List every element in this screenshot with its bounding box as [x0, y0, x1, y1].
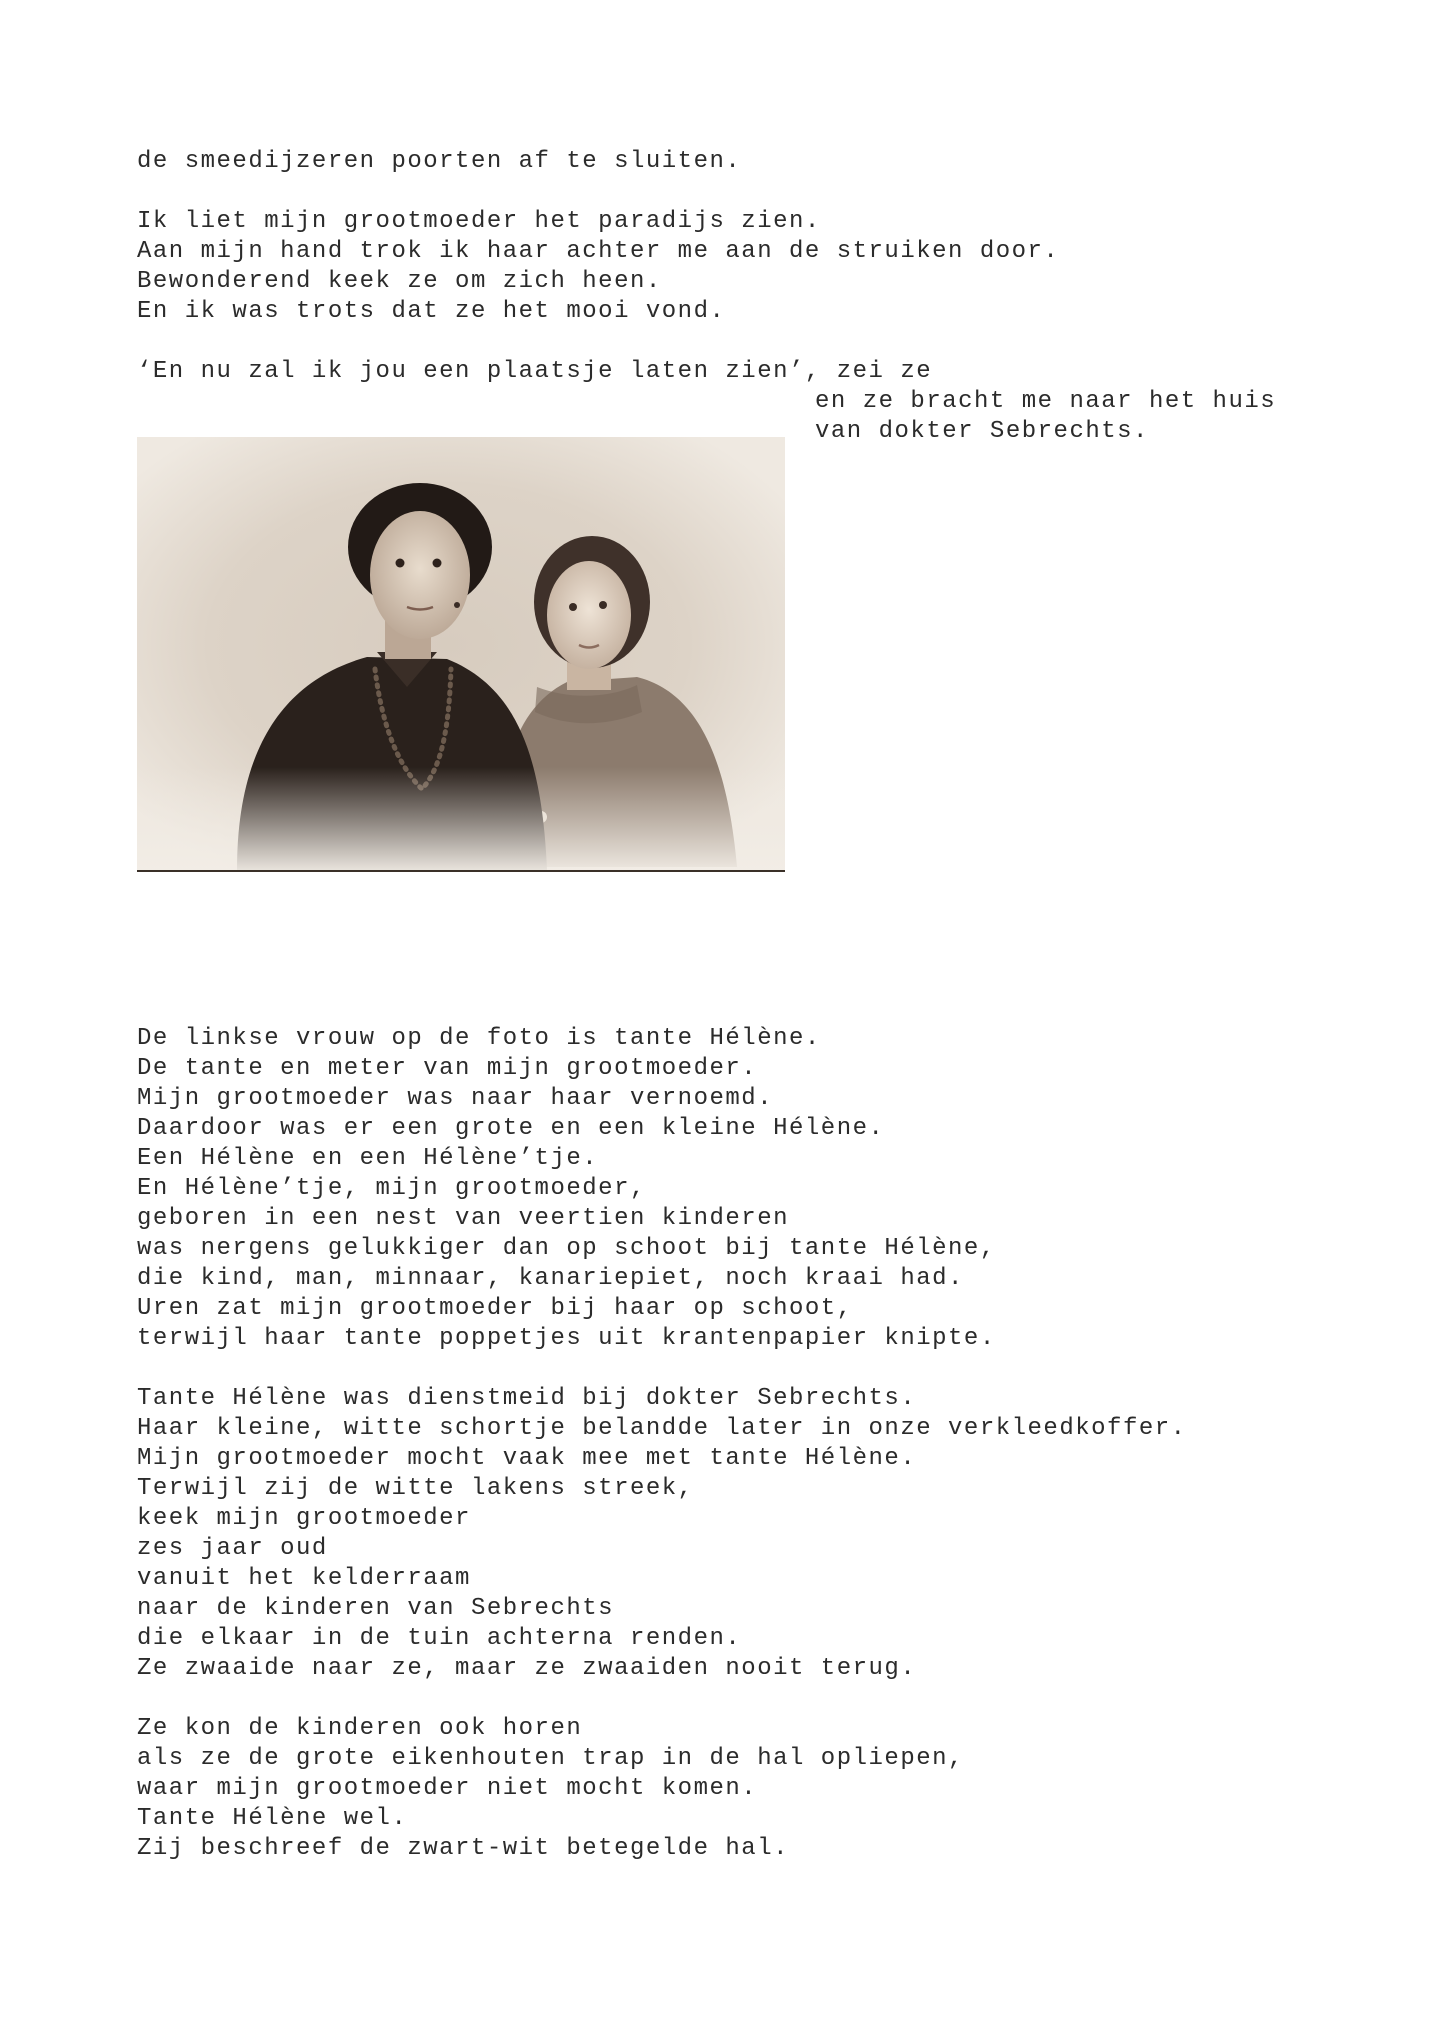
- text-line: vanuit het kelderraam: [137, 1565, 471, 1592]
- text-line: Ze zwaaide naar ze, maar ze zwaaiden nooit terug.: [137, 1655, 917, 1682]
- text-line: zes jaar oud: [137, 1535, 328, 1562]
- text-line: Mijn grootmoeder was naar haar vernoemd.: [137, 1085, 774, 1112]
- text-line-indented: en ze bracht me naar het huis: [815, 388, 1277, 415]
- text-line: als ze de grote eikenhouten trap in de hal opliepen,: [137, 1745, 964, 1772]
- text-line: naar de kinderen van Sebrechts: [137, 1595, 615, 1622]
- text-line: Tante Hélène wel.: [137, 1805, 408, 1832]
- text-line: Een Hélène en een Hélène’tje.: [137, 1145, 599, 1172]
- text-line: Terwijl zij de witte lakens streek,: [137, 1475, 694, 1502]
- text-line: keek mijn grootmoeder: [137, 1505, 471, 1532]
- text-line: Uren zat mijn grootmoeder bij haar op schoot,: [137, 1295, 853, 1322]
- text-line: De linkse vrouw op de foto is tante Hélène.: [137, 1025, 821, 1052]
- text-line: Haar kleine, witte schortje belandde later in onze verkleedkoffer.: [137, 1415, 1187, 1442]
- text-line: ‘En nu zal ik jou een plaatsje laten zien’, zei ze: [137, 358, 933, 385]
- text-line: was nergens gelukkiger dan op schoot bij tante Hélène,: [137, 1235, 996, 1262]
- text-line: En ik was trots dat ze het mooi vond.: [137, 298, 726, 325]
- text-line: Ik liet mijn grootmoeder het paradijs zien.: [137, 208, 821, 235]
- text-line: Tante Hélène was dienstmeid bij dokter Sebrechts.: [137, 1385, 917, 1412]
- text-line: Aan mijn hand trok ik haar achter me aan de struiken door.: [137, 238, 1060, 265]
- text-line: En Hélène’tje, mijn grootmoeder,: [137, 1175, 646, 1202]
- text-line: De tante en meter van mijn grootmoeder.: [137, 1055, 758, 1082]
- text-line-indented: van dokter Sebrechts.: [815, 418, 1149, 445]
- text-line: die elkaar in de tuin achterna renden.: [137, 1625, 742, 1652]
- text-line: geboren in een nest van veertien kinderen: [137, 1205, 789, 1232]
- text-line: terwijl haar tante poppetjes uit krantenpapier knipte.: [137, 1325, 996, 1352]
- text-line: Daardoor was er een grote en een kleine Hélène.: [137, 1115, 885, 1142]
- sepia-portrait-photo: [137, 437, 785, 872]
- text-line: de smeedijzeren poorten af te sluiten.: [137, 148, 742, 175]
- text-line: Zij beschreef de zwart-wit betegelde hal.: [137, 1835, 789, 1862]
- text-line: Mijn grootmoeder mocht vaak mee met tante Hélène.: [137, 1445, 917, 1472]
- text-line: Ze kon de kinderen ook horen: [137, 1715, 583, 1742]
- text-line: die kind, man, minnaar, kanariepiet, noch kraai had.: [137, 1265, 964, 1292]
- text-line: Bewonderend keek ze om zich heen.: [137, 268, 662, 295]
- text-line: waar mijn grootmoeder niet mocht komen.: [137, 1775, 758, 1802]
